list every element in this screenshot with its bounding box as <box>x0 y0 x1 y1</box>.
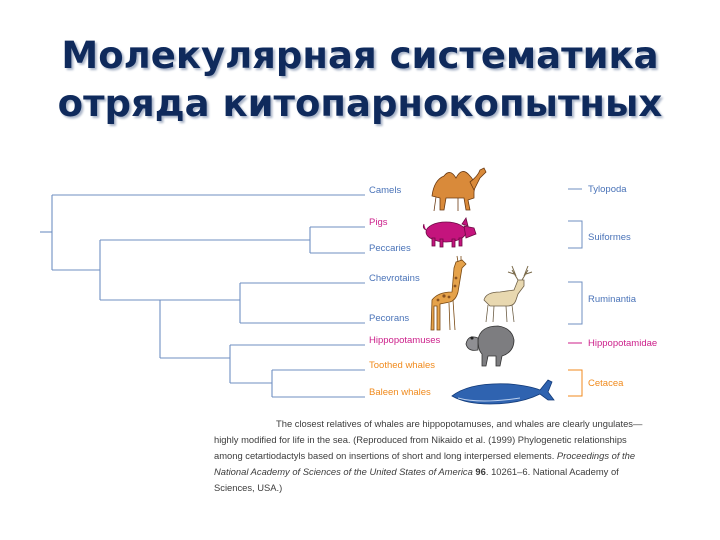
group-label-ruminantia: Ruminantia <box>588 294 637 305</box>
pig-icon <box>423 218 476 247</box>
giraffe-icon <box>431 256 466 330</box>
leaf-label-camels: Camels <box>369 185 402 196</box>
caption-line-2: highly modified for life in the sea. (Reproduced from Nikaido et al. (1999) Phylogenetic relationships <box>214 434 627 445</box>
leaf-label-baleen-whales: Baleen whales <box>369 387 431 398</box>
leaf-label-chevrotains: Chevrotains <box>369 273 420 284</box>
bracket-ruminantia <box>568 282 582 324</box>
caption-journal-1: Proceedings of the <box>556 450 636 461</box>
group-label-suiformes: Suiformes <box>588 232 631 243</box>
caption-volume: 96 <box>472 466 486 477</box>
leaf-label-toothed-whales: Toothed whales <box>369 360 436 371</box>
leaf-label-pecorans: Pecorans <box>369 313 410 324</box>
caption-pages: . 10261–6. National Academy of <box>485 466 619 477</box>
caption-line-1: The closest relatives of whales are hippopotamuses, and whales are clearly ungulates— <box>276 418 643 429</box>
title-line-1: Молекулярная систематика <box>61 34 659 77</box>
tree-branches <box>40 195 365 397</box>
caption-line-3: among cetartiodactyls based on insertions of short and long interpersed elements. <box>214 450 557 461</box>
leaf-label-hippopotamuses: Hippopotamuses <box>369 335 441 346</box>
caption-journal-2: National Academy of Sciences of the United States of America <box>214 466 473 477</box>
leaf-label-peccaries: Peccaries <box>369 243 411 254</box>
group-labels <box>588 184 657 389</box>
deer-icon <box>484 266 532 322</box>
camel-icon <box>432 168 486 211</box>
hippopotamus-icon <box>466 326 514 366</box>
whale-icon <box>452 380 554 404</box>
bracket-suiformes <box>568 221 582 248</box>
bracket-cetacea <box>568 370 582 396</box>
figure-caption <box>214 416 714 496</box>
leaf-label-pigs: Pigs <box>369 217 388 228</box>
title-line-2: отряда китопарнокопытных <box>57 82 663 125</box>
group-label-hippopotamidae: Hippopotamidae <box>588 338 658 349</box>
group-label-cetacea: Cetacea <box>588 378 624 389</box>
group-brackets <box>568 189 582 396</box>
group-label-tylopoda: Tylopoda <box>588 184 627 195</box>
caption-line-5: Sciences, USA.) <box>214 482 283 493</box>
leaf-labels <box>369 185 441 398</box>
